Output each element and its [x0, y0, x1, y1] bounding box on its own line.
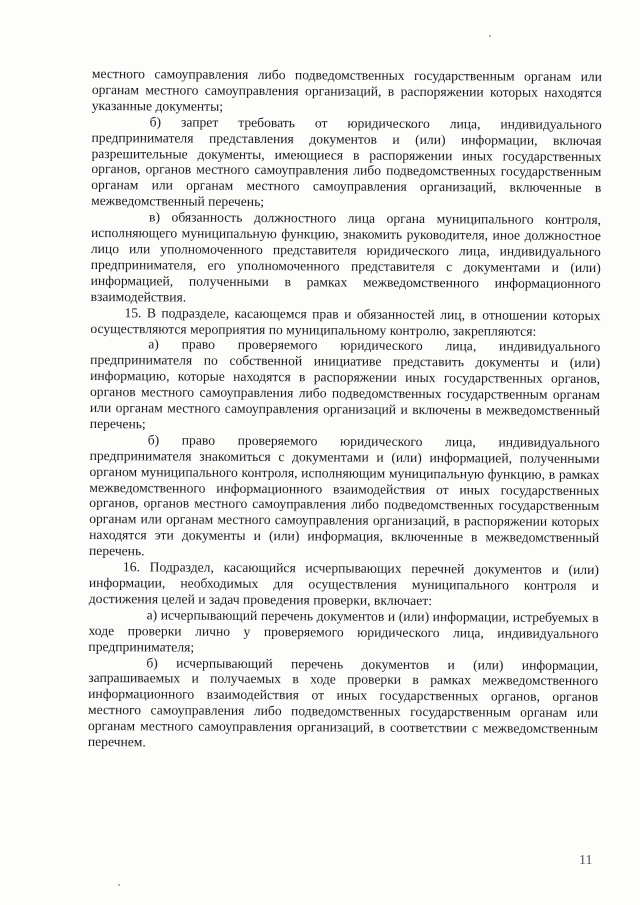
paragraph-15b: б) право проверяемого юридического лица, индивидуального предпринимателя знакомиться с документами и (или) информацией, полученными органом муниципального контроля, исполняющим муниципальную функцию, в рамках межведомственного информационного взаимодействия от иных государственных органов, органов местного самоуправления либо подведомственных государственным органам или органам местного самоуправления организаций, в распоряжении которых находятся эти документы и (или) информация, включенные в межведомственный перечень.	[88, 432, 600, 559]
scan-speck	[118, 884, 120, 886]
document-body	[88, 66, 602, 753]
paragraph-continuation: местного самоуправления либо подведомственных государственным органам или органам местного самоуправления организаций, в распоряжении которых находятся указанные документы;	[91, 66, 602, 114]
page-number: 11	[579, 853, 593, 868]
paragraph-16b: б) исчерпывающий перечень документов и (или) информации, запрашиваемых и получаемых в ходе проверки в рамках межведомственного информационного взаимодействия от иных государственных органов, органов местного самоуправления либо подведомственных государственным органам или органам местного самоуправления организаций, в соответствии с межведомственным перечнем.	[87, 654, 599, 750]
paragraph-15a: а) право проверяемого юридического лица, индивидуального предпринимателя по собственной инициативе представить документы и (или) информацию, которые находятся в распоряжении иных государственных органов, органов местного самоуправления либо подведомственных государственным органам или органам местного самоуправления организаций и включены в межведомственный перечень;	[89, 336, 601, 432]
paragraph-14b: б) запрет требовать от юридического лица, индивидуального предпринимателя представления документов и (или) информации, включая разрешительные документы, имеющиеся в распоряжении иных государственных органов, органов местного самоуправления либо подведомственных государственным органам или органам местного самоуправления организаций, включенные в межведомственный перечень;	[91, 114, 602, 210]
paragraph-14v: в) обязанность должностного лица органа муниципального контроля, исполняющего муниципальную функцию, знакомить руководителя, иное должностное лицо или уполномоченного представителя юридического лица, индивидуального предпринимателя, его уполномоченного представителя с документами и (или) информацией, полученными в рамках межведомственного информационного взаимодействия.	[90, 209, 602, 305]
paragraph-15: 15. В подразделе, касающемся прав и обязанностей лиц, в отношении которых осуществляются мероприятия по муниципальному контролю, закрепляются:	[90, 304, 601, 339]
scan-speck	[489, 35, 491, 37]
paragraph-16: 16. Подраздел, касающийся исчерпывающих перечней документов и (или) информации, необходимых для осуществления муниципального контроля и достижения целей и задач проведения проверки, включает:	[88, 559, 599, 608]
paragraph-16a: а) исчерпывающий перечень документов и (или) информации, истребуемых в ходе проверки лично у проверяемого юридического лица, индивидуального предпринимателя;	[88, 607, 599, 655]
